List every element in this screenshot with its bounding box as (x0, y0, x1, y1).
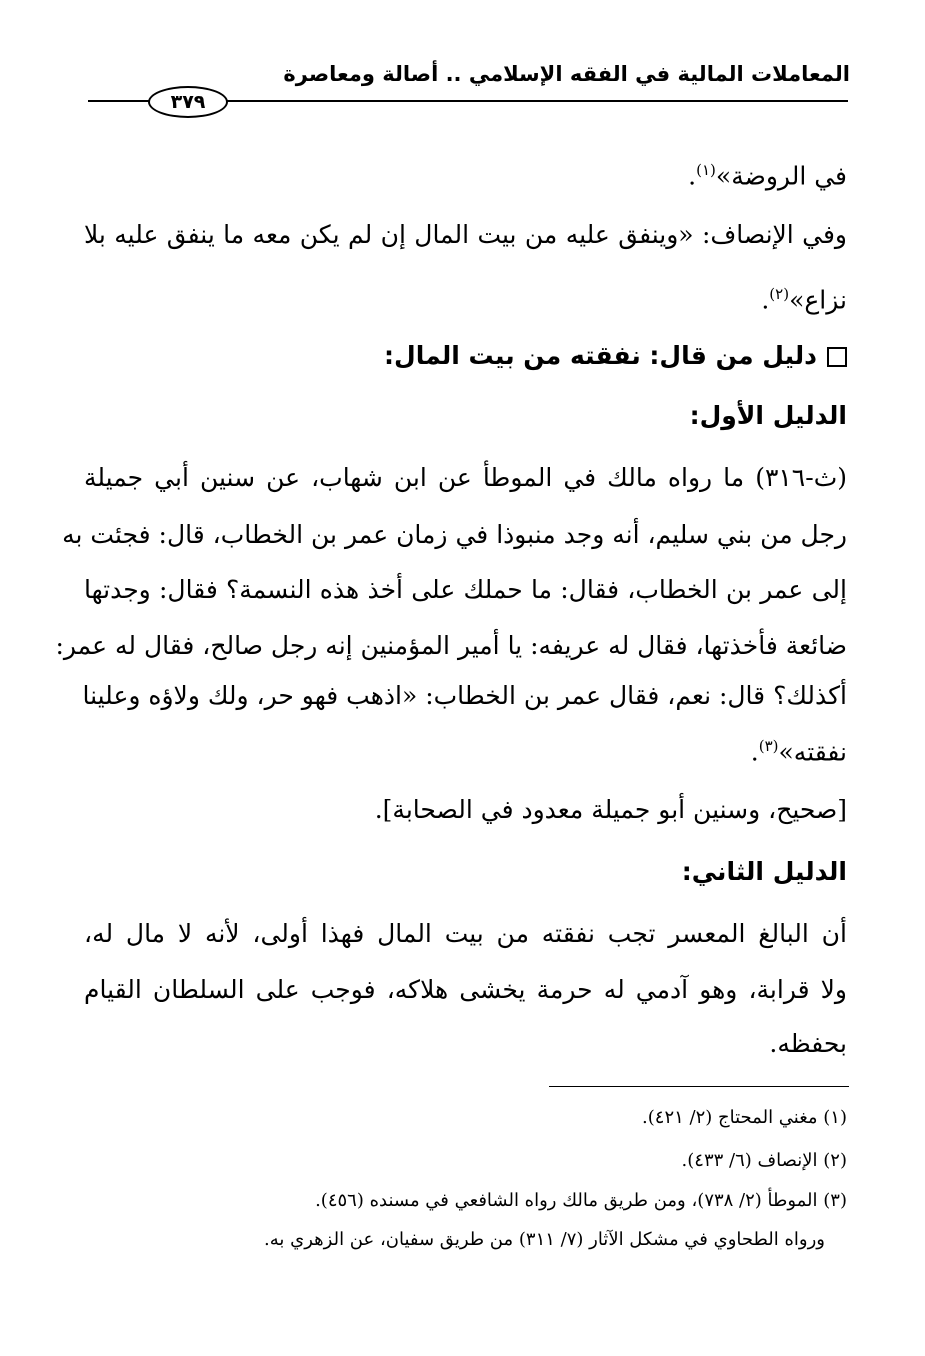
paragraph-2-line-1: أن البالغ المعسر تجب نفقته من بيت المال فهذا أولى، لأنه لا مال له، (84, 919, 847, 948)
footnote-ref-3[interactable]: (٣) (758, 737, 779, 755)
footnote-3-continuation: ورواه الطحاوي في مشكل الآثار (٧/ ٣١١) من طريق سفيان، عن الزهري به. (264, 1229, 825, 1250)
body-line-3-text: نزاع» (789, 285, 847, 315)
footnote-ref-2[interactable]: (٢) (769, 285, 790, 303)
paragraph-1-line-2: رجل من بني سليم، أنه وجد منبوذا في زمان عمر بن الخطاب، قال: فجئت به (62, 520, 847, 549)
subheading-first-evidence: الدليل الأول: (689, 401, 847, 430)
body-line-3 (84, 274, 847, 320)
footnote-2: (٢) الإنصاف (٦/ ٤٣٣). (681, 1150, 847, 1171)
footnote-ref-1[interactable]: (١) (696, 161, 716, 179)
page-number: ٣٧٩ (148, 86, 228, 118)
paragraph-1-line-1: (ث-٣١٦) ما رواه مالك في الموطأ عن ابن شهاب، عن سنين أبي جميلة (84, 463, 847, 492)
paragraph-1-line-4: ضائعة فأخذتها، فقال له عريفه: يا أمير المؤمنين إنه رجل صالح، فقال له عمر: (55, 631, 847, 660)
paragraph-1-line-5: أكذلك؟ قال: نعم، فقال عمر بن الخطاب: «اذهب فهو حر، ولك ولاؤه وعلينا (82, 681, 847, 710)
section-heading-text: دليل من قال: نفقته من بيت المال: (384, 341, 817, 370)
paragraph-2-line-2: ولا قرابة، وهو آدمي له حرمة يخشى هلاكه، فوجب على السلطان القيام (84, 975, 847, 1004)
running-header-title: المعاملات المالية في الفقه الإسلامي .. أصالة ومعاصرة (283, 62, 850, 86)
body-line-2: وفي الإنصاف: «وينفق عليه من بيت المال إن لم يكن معه ما ينفق عليه بلا (84, 220, 847, 249)
subheading-second-evidence: الدليل الثاني: (681, 857, 847, 886)
body-line-3-end: . (761, 285, 770, 315)
hadith-grading: [صحيح، وسنين أبو جميلة معدود في الصحابة]. (374, 795, 847, 824)
paragraph-1-line-6-end: . (750, 737, 759, 767)
body-line-1-end: . (688, 161, 697, 191)
paragraph-1-line-6-text: نفقته» (778, 737, 847, 767)
footnote-3: (٣) الموطأ (٢/ ٧٣٨)، ومن طريق مالك رواه الشافعي في مسنده (٤٥٦). (315, 1190, 847, 1211)
paragraph-2-line-3: بحفظه. (769, 1029, 847, 1058)
footnote-separator (549, 1086, 849, 1087)
footnote-1: (١) مغني المحتاج (٢/ ٤٢١). (642, 1107, 847, 1128)
paragraph-1-line-6 (84, 726, 847, 772)
section-heading (84, 336, 847, 376)
square-bullet-icon (827, 347, 847, 367)
body-line-1-text: في الروضة» (715, 161, 847, 191)
paragraph-1-line-3: إلى عمر بن الخطاب، فقال: ما حملك على أخذ هذه النسمة؟ فقال: وجدتها (84, 575, 847, 604)
body-line-1 (84, 150, 847, 196)
